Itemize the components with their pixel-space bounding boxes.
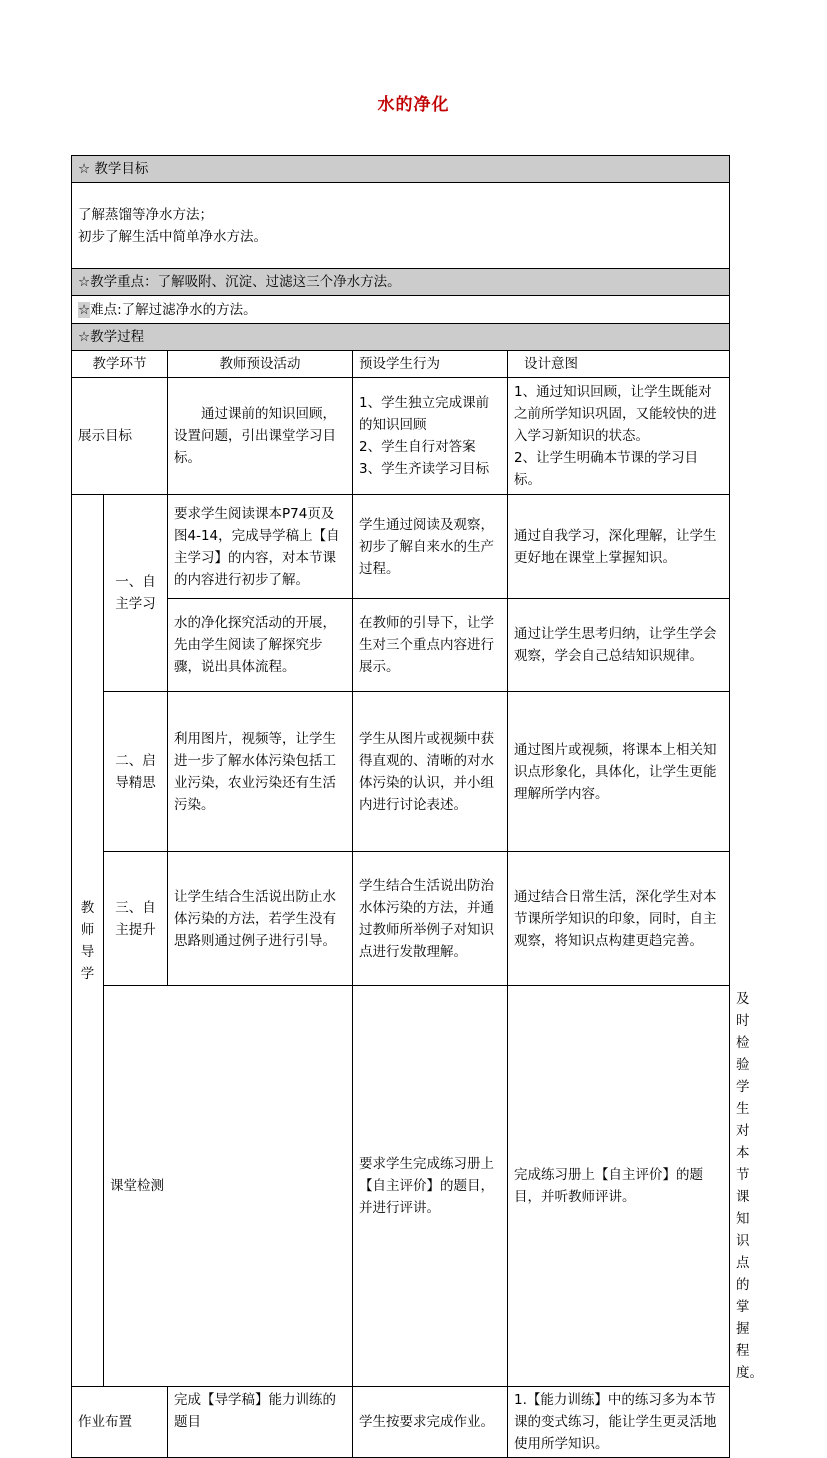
key-point: ☆教学重点：了解吸附、沉淀、过滤这三个净水方法。 (72, 269, 730, 296)
col-header-teacher: 教师预设活动 (168, 351, 353, 378)
inspire-intent: 通过图片或视频，将课本上相关知识点形象化，具体化，让学生更能理解所学内容。 (508, 692, 730, 852)
show-teacher: 通过课前的知识回顾，设置问题，引出课堂学习目标。 (168, 378, 353, 495)
goal-line-2: 初步了解生活中简单净水方法。 (78, 228, 267, 245)
improve-teacher: 让学生结合生活说出防止水体污染的方法，若学生没有思路则通过例子进行引导。 (168, 852, 353, 986)
col-header-student: 预设学生行为 (353, 351, 508, 378)
lesson-plan-table: ☆ 教学目标 了解蒸馏等净水方法； 初步了解生活中简单净水方法。 ☆教学重点：了解吸附、沉淀、过滤这三个净水方法。 ☆难点:了解过滤净水的方法。 ☆教学过程 教学环节 教师预设活动 预设学生行为 设计意图 展示目标 通过课前的知识回顾，设置问题，引出课堂学习目标。 1、学生独立完成课前的知识回顾 2、学生自行对答案 3、学生齐读学习目标 1、通过知识回顾，让学生既能对之前所学知识巩固，又能较快的进入学习新知识的状态。 2、让学生明确本节课的学习目标。 教师导学 一、自主学习 要求学生阅读课本P74页及图4-14，完成导学稿上【自主学习】的内容，对本节课的内容进行初步了解。 学生通过阅读及观察，初步了解自来水的生产过程。 通过自我学习，深化理解，让学生更好地在课堂上掌握知识。 水的净化探究活动的开展，先由学生阅读了解探究步骤，说出具体流程。 在教师的引导下，让学生对三个重点内容进行展示。 通过让学生思考归纳，让学生学会观察，学会自己总结知识规律。 二、启导精思 利用图片，视频等，让学生进一步了解水体污染包括工业污染，农业污染还有生活污染。 学生从图片或视频中获得直观的、清晰的对水体污染的认识，并小组内进行讨论表述。 通过图片或视频，将课本上相关知识点形象化，具体化，让学生更能理解所学内容。 三、自主提升 让学生结合生活说出防止水体污染的方法，若学生没有思路则通过例子进行引导。 学生结合生活说出防治水体污染的方法，并通过教师所举例子对知识点进行发散理解。 通过结合日常生活，深化学生对本节课所学知识的印象，同时，自主观察，将知识点构建更趋完善。 课堂检测 要求学生完成练习册上【自主评价】的题目，并进行评讲。 完成练习册上【自主评价】的题目，并听教师评讲。 及时检验学生对本节课知识点的掌握程度。 作业布置 完成【导学稿】能力训练的题目 学生按要求完成作业。 1.【能力训练】中的练习多为本节课的变式练习，能让学生更灵活地使用所学知识。 (71, 155, 730, 1458)
stage-show-label: 展示目标 (72, 378, 168, 495)
self-study-a-student: 学生通过阅读及观察，初步了解自来水的生产过程。 (353, 495, 508, 599)
inspire-teacher: 利用图片，视频等，让学生进一步了解水体污染包括工业污染，农业污染还有生活污染。 (168, 692, 353, 852)
goal-line-1: 了解蒸馏等净水方法； (78, 206, 213, 223)
self-study-label: 一、自主学习 (104, 495, 168, 692)
self-study-b-intent: 通过让学生思考归纳，让学生学会观察，学会自己总结知识规律。 (508, 599, 730, 692)
show-intent-line-2: 2、让学生明确本节课的学习目标。 (514, 450, 699, 488)
homework-intent: 1.【能力训练】中的练习多为本节课的变式练习，能让学生更灵活地使用所学知识。 (508, 1387, 730, 1458)
homework-label: 作业布置 (72, 1387, 168, 1458)
check-teacher: 要求学生完成练习册上【自主评价】的题目，并进行评讲。 (353, 986, 508, 1387)
check-student: 完成练习册上【自主评价】的题目，并听教师评讲。 (508, 986, 730, 1387)
page-title: 水的净化 (377, 95, 450, 115)
goals-header: ☆ 教学目标 (72, 156, 730, 183)
show-student-line-2: 2、学生自行对答案 (359, 439, 476, 455)
check-label: 课堂检测 (104, 986, 353, 1387)
self-study-a-teacher: 要求学生阅读课本P74页及图4-14，完成导学稿上【自主学习】的内容，对本节课的内容进行初步了解。 (168, 495, 353, 599)
self-study-b-student: 在教师的引导下，让学生对三个重点内容进行展示。 (353, 599, 508, 692)
show-student-line-1: 1、学生独立完成课前的知识回顾 (359, 395, 490, 433)
star-icon: ☆ (78, 301, 91, 318)
show-intent-line-1: 1、通过知识回顾，让学生既能对之前所学知识巩固，又能较快的进入学习新知识的状态。 (514, 384, 717, 444)
homework-student: 学生按要求完成作业。 (353, 1387, 508, 1458)
col-header-stage: 教学环节 (72, 351, 168, 378)
show-student (353, 378, 508, 495)
improve-intent: 通过结合日常生活，深化学生对本节课所学知识的印象，同时，自主观察，将知识点构建更趋完善。 (508, 852, 730, 986)
inspire-label: 二、启导精思 (104, 692, 168, 852)
process-header: ☆教学过程 (72, 324, 730, 351)
improve-student: 学生结合生活说出防治水体污染的方法，并通过教师所举例子对知识点进行发散理解。 (353, 852, 508, 986)
show-student-line-3: 3、学生齐读学习目标 (359, 461, 490, 477)
show-intent (508, 378, 730, 495)
guide-label: 教师导学 (72, 495, 104, 1387)
difficulty (72, 296, 730, 324)
self-study-a-intent: 通过自我学习，深化理解，让学生更好地在课堂上掌握知识。 (508, 495, 730, 599)
inspire-student: 学生从图片或视频中获得直观的、清晰的对水体污染的认识，并小组内进行讨论表述。 (353, 692, 508, 852)
improve-label: 三、自主提升 (104, 852, 168, 986)
goals-content (72, 183, 730, 269)
self-study-b-teacher: 水的净化探究活动的开展，先由学生阅读了解探究步骤，说出具体流程。 (168, 599, 353, 692)
difficulty-text: 难点:了解过滤净水的方法。 (90, 301, 257, 318)
homework-teacher: 完成【导学稿】能力训练的题目 (168, 1387, 353, 1458)
col-header-intent: 设计意图 (508, 351, 730, 378)
